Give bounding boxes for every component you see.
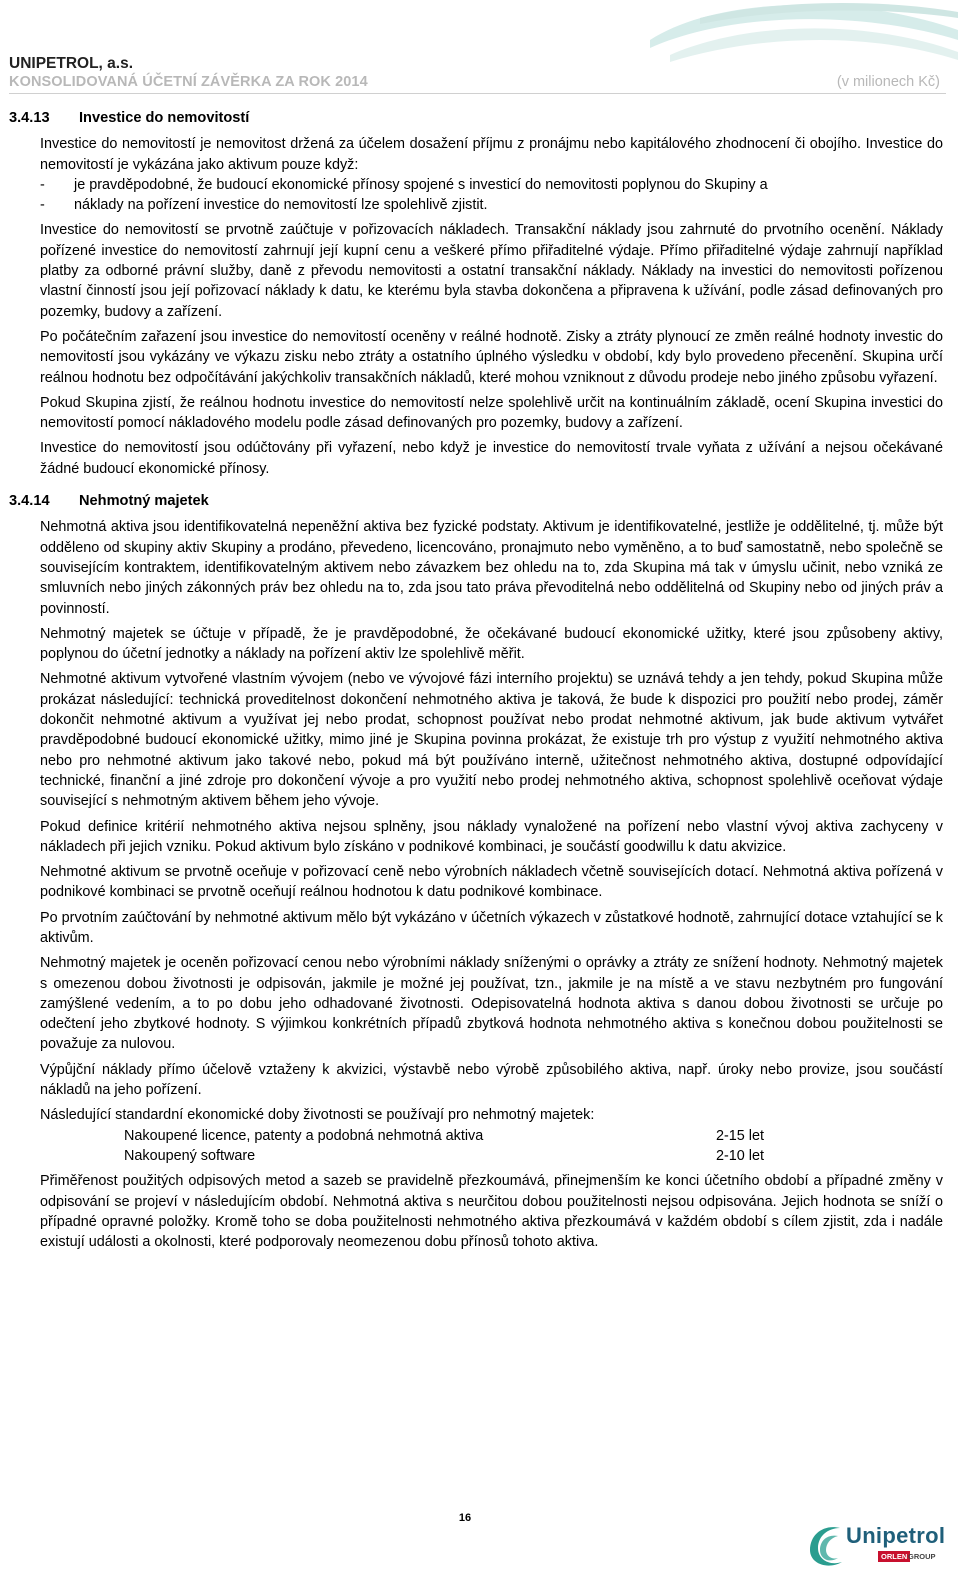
section-heading-3-4-14 (9, 491, 943, 511)
section-heading-3-4-13 (9, 108, 943, 128)
page-number: 16 (458, 1512, 472, 1524)
group-label: GROUP (908, 1552, 936, 1561)
paragraph: Investice do nemovitostí jsou odúčtovány při vyřazení, nebo když je investice do nemovitostí trvale vyňata z užívání a nejsou očekávané žádné budoucí ekonomické přínosy. (40, 440, 943, 477)
useful-life-value: 2-15 let (716, 1127, 764, 1144)
header-divider (9, 93, 946, 94)
bullet-item (40, 195, 943, 215)
useful-life-row (40, 1126, 943, 1146)
paragraph: Po prvotním zaúčtování by nehmotné aktivum mělo být vykázáno v účetních výkazech v zůstatkové hodnotě, zahrnující dotace vztahující se k aktivům. (40, 909, 943, 946)
paragraph: Investice do nemovitostí se prvotně zaúčtuje v pořizovacích nákladech. Transakční náklady jsou zahrnuté do prvotního ocenění. Náklady pořízené investice do nemovitostí zahrnují její kupní cenu a veškeré přímo přiřaditelné výdaje. Přímo přiřaditelné výdaje zahrnují například platby za odborné právní služby, daně z převodu nemovitosti a ostatní transakční náklady. Náklady na investici do nemovitosti pořízenou vlastní činností jsou její pořizovací náklady k datu, ke kterému byla stavba dokončena a připravena k užívání, podle zásad definovaných pro pozemky, budovy a zařízení. (40, 222, 943, 320)
bullet-dash: - (40, 197, 45, 214)
paragraph: Následující standardní ekonomické doby životnosti se používají pro nehmotný majetek: (40, 1107, 595, 1124)
section-title: Investice do nemovitostí (79, 110, 250, 126)
header-swoosh-graphic (640, 0, 960, 72)
paragraph: Nehmotné aktivum vytvořené vlastním vývojem (nebo ve vývojové fázi interního projektu) se uznává tehdy a jen tehdy, pokud Skupina může prokázat následující: technická proveditelnost dokončení nehmotného aktiva je taková, že bude k dispozici pro použití nebo prodej, záměr dokončit nehmotné aktivum a využívat jej nebo prodat, schopnost používat nebo prodat nehmotné aktivum, jak bude aktivum vytvářet pravděpodobné budoucí ekonomické užitky, mimo jiné je Skupina povinna prokázat, že existuje trh pro výstup z využití nehmotného aktiva nebo pro nehmotné aktivum jako takové nebo, pokud má být používáno interně, užitečnost nehmotného aktiva, dostupné odpovídající technické, finanční a jiné zdroje pro dokončení vývoje a pro využití nebo prodej nehmotného aktiva, schopnost spolehlivě oceňovat výdaje související s nehmotným aktivem během jeho vývoje. (40, 671, 943, 810)
section-number: 3.4.14 (9, 493, 50, 510)
logo-wordmark: Unipetrol (846, 1523, 946, 1548)
bullet-dash: - (40, 176, 45, 193)
bullet-item (40, 175, 943, 195)
section-number: 3.4.13 (9, 110, 50, 126)
paragraph: Nehmotný majetek se účtuje v případě, že je pravděpodobné, že očekávané budoucí ekonomické užitky, které jsou způsobeny aktivy, poplynou do účetní jednotky a náklady na pořízení aktiv lze spolehlivě měřit. (40, 625, 943, 663)
useful-life-row (40, 1146, 943, 1166)
paragraph: Pokud Skupina zjistí, že reálnou hodnotu investice do nemovitostí nelze spolehlivě určit na kontinuálním základě, ocení Skupina investici do nemovitostí pomocí nákladového modelu podle zásad definovaných pro pozemky, budovy a zařízení. (40, 394, 943, 432)
paragraph: Nehmotné aktivum se prvotně oceňuje v pořizovací ceně nebo výrobních nákladech včetně souvisejících dotací. Nehmotná aktiva pořízená v podnikové kombinaci se prvotně oceňují reálnou hodnotou k datu podnikové kombinace. (40, 864, 943, 901)
paragraph: Přiměřenost použitých odpisových metod a sazeb se pravidelně přezkoumává, přinejmenším ke konci účetního období a případné změny v odpisování se projeví v následujícím období. Nehmotná aktiva s neurčitou dobou použitelnosti nejsou odpisována. Jejich hodnota se sníží o případné opravné položky. Kromě toho se doba použitelnosti nehmotného aktiva přezkoumává v každém období s cílem zjistit, zda i nadále existují události a okolnosti, které podporovaly neomezenou dobu přínosů tohoto aktiva. (40, 1173, 943, 1251)
paragraph: Nehmotný majetek je oceněn pořizovací cenou nebo výrobními náklady sníženými o oprávky a ztráty ze snížení hodnoty. Nehmotný majetek s omezenou dobou životnosti je odpisován, jakmile je možné jej používat, tzn., jakmile je na místě a ve stavu nezbytném pro fungování zamýšlené vedením, a to po dobu jeho odhadované životnosti. Odepisovatelná hodnota aktiva s danou dobou životnosti se určuje po odečtení jeho zbytkové hodnoty. S výjimkou konkrétních případů zbytková hodnota nehmotného aktiva s konečnou dobou použitelnosti se považuje za nulovou. (40, 955, 943, 1053)
paragraph: Pokud definice kritérií nehmotného aktiva nejsou splněny, jsou náklady vynaložené na pořízení nebo vlastní vývoj aktiva zachyceny v nákladech při jejich vzniku. Pokud aktivum bylo získáno v podnikové kombinaci, je součástí goodwillu k datu akvizice. (40, 818, 943, 855)
bullet-text: je pravděpodobné, že budoucí ekonomické přínosy spojené s investicí do nemovitosti poplynou do Skupiny a (74, 176, 768, 193)
units-label: (v milionech Kč) (836, 74, 940, 90)
bullet-text: náklady na pořízení investice do nemovitostí lze spolehlivě zjistit. (74, 197, 488, 214)
document-body (9, 108, 943, 1257)
orlen-badge: ORLEN (878, 1551, 910, 1562)
asset-category: Nakoupené licence, patenty a podobná nehmotná aktiva (124, 1127, 484, 1144)
asset-category: Nakoupený software (124, 1147, 256, 1164)
section-title: Nehmotný majetek (79, 493, 209, 510)
paragraph: Investice do nemovitostí je nemovitost držená za účelem dosažení příjmu z pronájmu nebo kapitálového zhodnocení či obojího. Investice do nemovitostí je vykázána jako aktivum pouze když: (40, 136, 943, 173)
paragraph: Po počátečním zařazení jsou investice do nemovitostí oceněny v reálné hodnotě. Zisky a ztráty plynoucí ze změn reálné hodnoty investic do nemovitostí jsou vykázány ve výkazu zisku nebo ztráty a ostatního úplného výsledku v období, kdy bylo provedeno přecenění. Skupina určí reálnou hodnotu bez odpočítávání jakýchkoliv transakčních nákladů, které mohou vzniknout z důvodu prodeje nebo jiného způsobu vyřazení. (40, 328, 943, 386)
paragraph: Výpůjční náklady přímo účelově vztaženy k akvizici, výstavbě nebo výrobě způsobilého aktiva, např. úroky nebo provize, jsou součástí nákladů na jeho pořízení. (40, 1061, 943, 1099)
paragraph: Nehmotná aktiva jsou identifikovatelná nepeněžní aktiva bez fyzické podstaty. Aktivum je identifikovatelné, jestliže je oddělitelné, tj. může být odděleno od skupiny aktiv Skupiny a prodáno, převedeno, licencováno, pronajmuto nebo vyměněno, a to buď samostatně, nebo společně se souvisejícím kontraktem, identifikovatelným aktivem nebo závazkem bez ohledu na to, zda Skupina má tak v úmyslu učinit, nebo vzniká ze smluvních nebo jiných zákonných práv bez ohledu na to, zda jsou tato práva převoditelná nebo oddělitelná od Skupiny nebo od jiných práv a povinností. (40, 519, 943, 617)
company-name: UNIPETROL, a.s. (9, 55, 134, 72)
report-title: KONSOLIDOVANÁ ÚČETNÍ ZÁVĚRKA ZA ROK 2014 (9, 74, 368, 90)
useful-life-value: 2-10 let (716, 1147, 764, 1164)
